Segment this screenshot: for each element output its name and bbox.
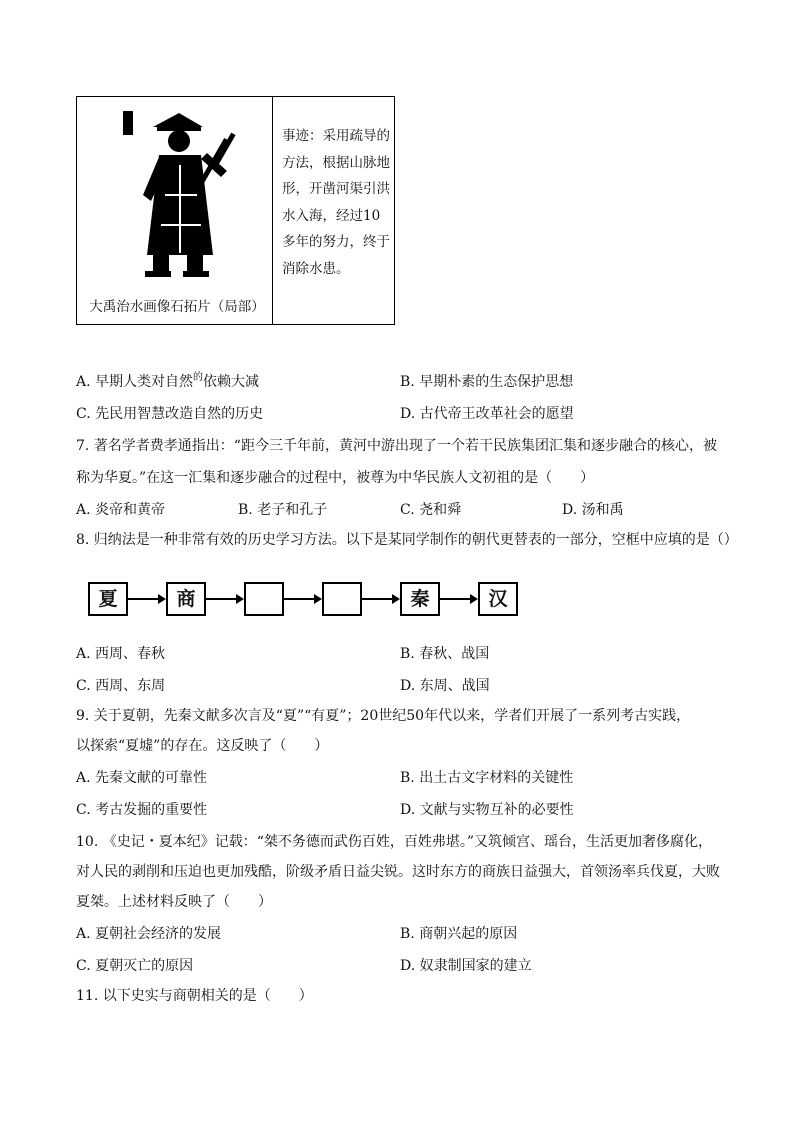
figure-caption: 大禹治水画像石拓片（局部） — [89, 299, 265, 315]
q6-option-b[interactable]: B. 早期朴素的生态保护思想 — [400, 374, 574, 390]
q7-option-a[interactable]: A. 炎帝和黄帝 — [76, 502, 166, 518]
q10-stem-line1: 10. 《史记・夏本纪》记载：“桀不务德而武伤百姓，百姓弗堪。”又筑倾宫、瑶台，生活更加奢侈腐化， — [76, 834, 713, 850]
q7-stem-line1: 7. 著名学者费孝通指出：“距今三千年前，黄河中游出现了一个若干民族集团汇集和逐步融合的核心，被 — [76, 438, 717, 454]
q6-option-a-post: 依赖大减 — [203, 374, 260, 390]
chain-arrow-3 — [284, 598, 320, 600]
table-divider — [272, 97, 273, 324]
q7-option-b[interactable]: B. 老子和孔子 — [238, 502, 328, 518]
chain-arrow-5 — [440, 598, 476, 600]
q8-stem-line1: 8. 归纳法是一种非常有效的历史学习方法。以下是某同学制作的朝代更替表的一部分，空框中应填的是（） — [76, 532, 738, 548]
q6-option-a[interactable] — [76, 372, 259, 394]
q9-option-c[interactable]: C. 考古发掘的重要性 — [76, 802, 208, 818]
q10-stem-line3: 夏桀。上述材料反映了（ ） — [76, 894, 272, 910]
dynasty-box-blank-1[interactable] — [244, 582, 284, 616]
q8-option-c[interactable]: C. 西周、东周 — [76, 678, 166, 694]
q9-option-d[interactable]: D. 文献与实物互补的必要性 — [400, 802, 574, 818]
q10-option-b[interactable]: B. 商朝兴起的原因 — [400, 926, 518, 942]
q8-option-b[interactable]: B. 春秋、战国 — [400, 646, 490, 662]
q7-option-c[interactable]: C. 尧和舜 — [400, 502, 462, 518]
q9-option-a[interactable]: A. 先秦文献的可靠性 — [76, 770, 208, 786]
stone-rubbing-figure-icon — [117, 105, 247, 285]
dynasty-chain — [78, 582, 518, 620]
dynasty-box-6: 汉 — [478, 582, 518, 616]
q9-stem-line1: 9. 关于夏朝，先秦文献多次言及“夏”“有夏”；20世纪50年代以来，学者们开展了一系列考古实践， — [76, 708, 691, 724]
q11-stem-line1: 11. 以下史实与商朝相关的是（ ） — [76, 988, 313, 1004]
q8-option-d[interactable]: D. 东周、战国 — [400, 678, 490, 694]
chain-arrow-2 — [206, 598, 242, 600]
q10-option-d[interactable]: D. 奴隶制国家的建立 — [400, 958, 532, 974]
q10-option-c[interactable]: C. 夏朝灭亡的原因 — [76, 958, 194, 974]
dynasty-box-1: 夏 — [88, 582, 128, 616]
dynasty-box-blank-2[interactable] — [322, 582, 362, 616]
q10-option-a[interactable]: A. 夏朝社会经济的发展 — [76, 926, 222, 942]
q8-option-a[interactable]: A. 西周、春秋 — [76, 646, 166, 662]
q6-option-a-pre: A. 早期人类对自然 — [76, 374, 194, 390]
q9-stem-line2: 以探索“夏墟”的存在。这反映了（ ） — [76, 738, 329, 754]
q9-option-b[interactable]: B. 出土古文字材料的关键性 — [400, 770, 574, 786]
chain-arrow-1 — [128, 598, 164, 600]
figure-deeds: 事迹：采用疏导的方法，根据山脉地形，开凿河渠引洪水入海，经过10多年的努力，终于消除水患。 — [282, 128, 390, 277]
q6-option-a-sup: 的 — [193, 372, 204, 383]
q6-option-c[interactable]: C. 先民用智慧改造自然的历史 — [76, 406, 264, 422]
dynasty-box-5: 秦 — [400, 582, 440, 616]
illustration-table — [76, 96, 395, 325]
q10-stem-line2: 对人民的剥削和压迫也更加残酷，阶级矛盾日益尖锐。这时东方的商族日益强大，首领汤率兵伐夏，大败 — [76, 864, 720, 880]
dynasty-box-2: 商 — [166, 582, 206, 616]
q7-stem-line2: 称为华夏。”在这一汇集和逐步融合的过程中，被尊为中华民族人文初祖的是（ ） — [76, 470, 595, 486]
q7-option-d[interactable]: D. 汤和禹 — [562, 502, 624, 518]
q6-option-d[interactable]: D. 古代帝王改革社会的愿望 — [400, 406, 574, 422]
chain-arrow-4 — [362, 598, 398, 600]
